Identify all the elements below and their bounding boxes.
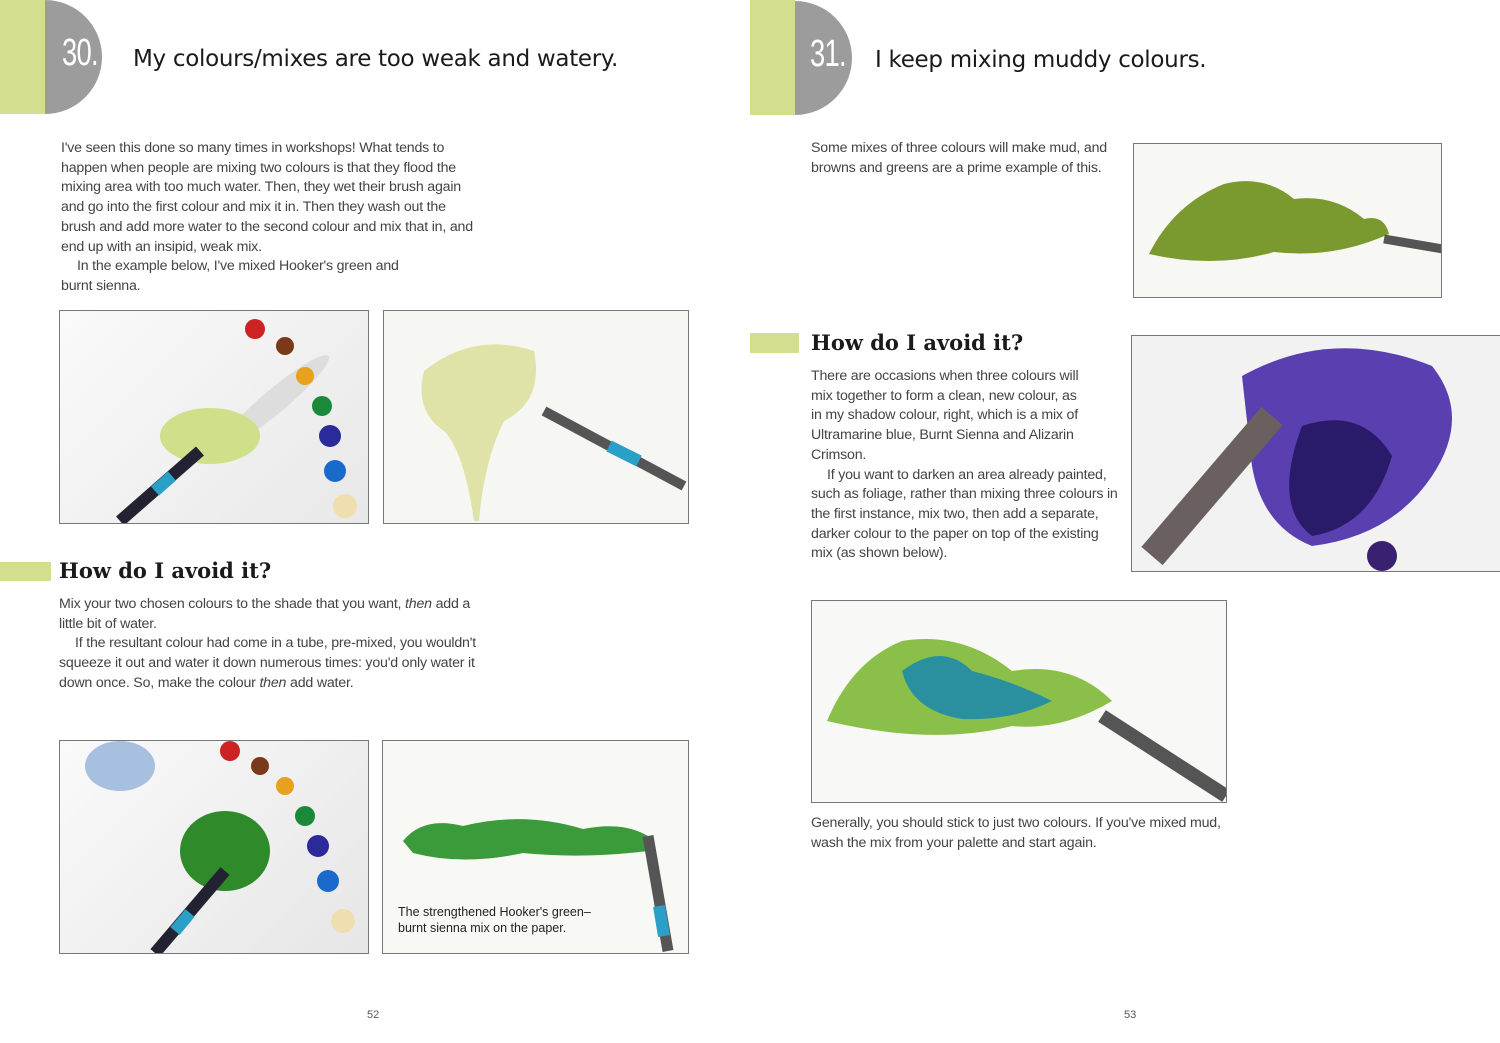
avoid-paragraph: If you want to darken an area already painted, such as foliage, rather than mixing three colours in the first instance, mix two, then add a separate, darker colour to the paper on top of the existing mix (as shown below).	[811, 466, 1118, 562]
page-number: 52	[367, 1009, 380, 1021]
heading-accent-bar	[750, 333, 799, 353]
intro-text: Some mixes of three colours will make mud, and browns and greens are a prime example of this.	[811, 140, 1107, 176]
avoid-text	[811, 367, 1121, 564]
heading-accent-bar	[0, 562, 51, 581]
foliage-darkened-photo	[811, 600, 1227, 803]
avoid-text	[59, 595, 489, 694]
page-number: 53	[1124, 1009, 1137, 1021]
closing-text: Generally, you should stick to just two colours. If you've mixed mud, wash the mix from your palette and start again.	[811, 815, 1221, 851]
section-number: 30.	[62, 32, 98, 74]
intro-paragraph: In the example below, I've mixed Hooker's green and burnt sienna.	[61, 258, 399, 294]
shadow-colour-photo	[1131, 335, 1500, 572]
intro-paragraph: I've seen this done so many times in workshops! What tends to happen when people are mixing two colours is that they flood the mixing area with too much water. Then, they wet their brush again and go into the first colour and mix it in. Then they wash out the brush and add more water to the second colour and mix that in, and end up with an insipid, weak mix.	[61, 140, 473, 255]
section-title: My colours/mixes are too weak and watery.	[133, 46, 618, 72]
photo-caption: The strengthened Hooker's green–burnt sienna mix on the paper.	[398, 905, 591, 935]
avoid-paragraph: There are occasions when three colours will mix together to form a clean, new colour, as in my shadow colour, right, which is a mix of Ultramarine blue, Burnt Sienna and Alizarin Crimson.	[811, 368, 1079, 463]
avoid-paragraph: If the resultant colour had come in a tube, pre-mixed, you wouldn't squeeze it out and water it down numerous times: you'd only water it down once. So, make the colour then add water.	[59, 635, 476, 691]
palette-photo	[59, 310, 369, 524]
strong-mix-palette-photo	[59, 740, 369, 954]
accent-bar	[0, 0, 45, 114]
strong-mix-paper-photo	[382, 740, 689, 954]
avoid-paragraph: Mix your two chosen colours to the shade that you want, then add a little bit of water.	[59, 596, 471, 632]
section-heading: How do I avoid it?	[811, 330, 1024, 355]
muddy-mix-photo	[1133, 143, 1442, 298]
accent-bar	[750, 0, 795, 115]
section-number: 31.	[810, 33, 846, 75]
section-heading: How do I avoid it?	[59, 558, 272, 583]
section-title: I keep mixing muddy colours.	[875, 47, 1207, 73]
weak-mix-photo	[383, 310, 689, 524]
intro-text	[61, 139, 473, 297]
